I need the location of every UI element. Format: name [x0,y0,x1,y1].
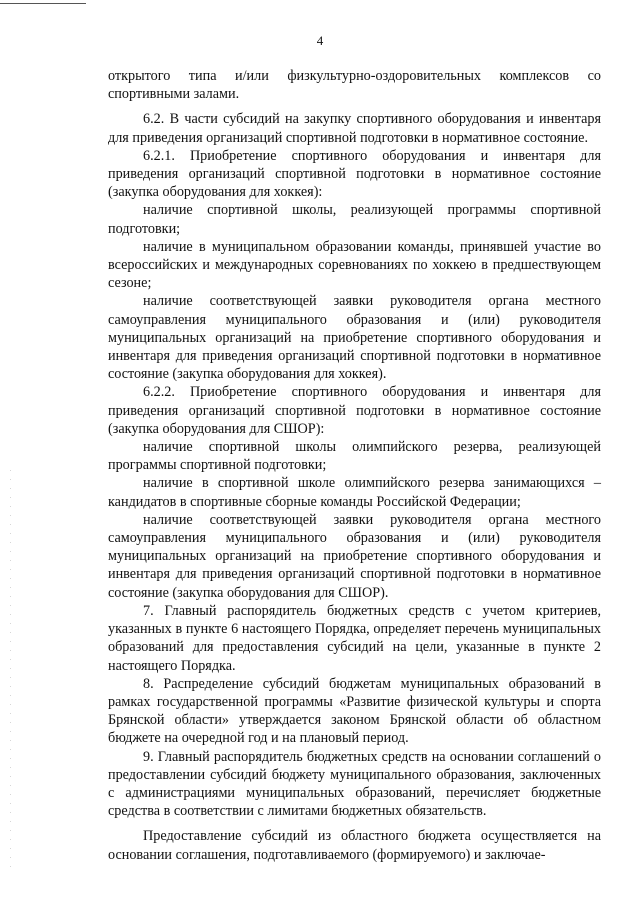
paragraph-9: наличие в спортивной школе олимпийского резерва занимающихся – кандидатов в спортивные сборные команды Российской Федерации; [108,475,601,510]
paragraph-3: 6.2.1. Приобретение спортивного оборудования и инвентаря для приведения организаций спортивной подготовки в нормативное состояние (закупка оборудования для хоккея): [108,147,601,201]
paragraph-2: 6.2. В части субсидий на закупку спортивного оборудования и инвентаря для приведения организаций спортивной подготовки в нормативное состояние. [108,111,601,146]
paragraph-11: 7. Главный распорядитель бюджетных средств с учетом критериев, указанных в пункте 6 настоящего Порядка, определяет перечень муниципальных образований для предоставления субсидий на цели, указанные в пункте 2 настоящего Порядка. [108,602,601,674]
page-number: 4 [316,33,324,48]
paragraph-8: наличие спортивной школы олимпийского резерва, реализующей программы спортивной подготовки; [108,439,601,474]
scan-edge-marks [10,470,11,870]
paragraph-4: наличие спортивной школы, реализующей программы спортивной подготовки; [108,202,601,237]
paragraph-6: наличие соответствующей заявки руководителя органа местного самоуправления муниципального образования и (или) руководителя муниципальных организаций на приобретение спортивного оборудования и инвентаря для приведения организаций спортивной подготовки в нормативное состояние (закупка оборудования для хоккея). [108,293,601,383]
paragraph-1: открытого типа и/или физкультурно-оздоровительных комплексов со спортивными залами. [108,68,601,103]
paragraph-14: Предоставление субсидий из областного бюджета осуществляется на основании соглашения, подготавливаемого (формируемого) и заключае- [108,828,601,863]
paragraph-10: наличие соответствующей заявки руководителя органа местного самоуправления муниципального образования и (или) руководителя муниципальных организаций на приобретение спортивного оборудования и инвентаря для приведения организаций спортивной подготовки в нормативное состояние (закупка оборудования для СШОР). [108,511,601,601]
paragraph-5: наличие в муниципальном образовании команды, принявшей участие во всероссийских и международных соревнованиях по хоккею в предшествующем сезоне; [108,238,601,292]
document-body [108,67,601,864]
paragraph-12: 8. Распределение субсидий бюджетам муниципальных образований в рамках государственной программы «Развитие физической культуры и спорта Брянской области» утверждается законом Брянской области об областном бюджете на очередной год и на плановый период. [108,675,601,747]
top-rule [0,3,86,4]
paragraph-13: 9. Главный распорядитель бюджетных средств на основании соглашений о предоставлении субсидий бюджету муниципального образования, заключенных с администрациями муниципальных образований, перечисляет бюджетные средства в соответствии с лимитами бюджетных обязательств. [108,748,601,820]
paragraph-7: 6.2.2. Приобретение спортивного оборудования и инвентаря для приведения организаций спортивной подготовки в нормативное состояние (закупка оборудования для СШОР): [108,384,601,437]
